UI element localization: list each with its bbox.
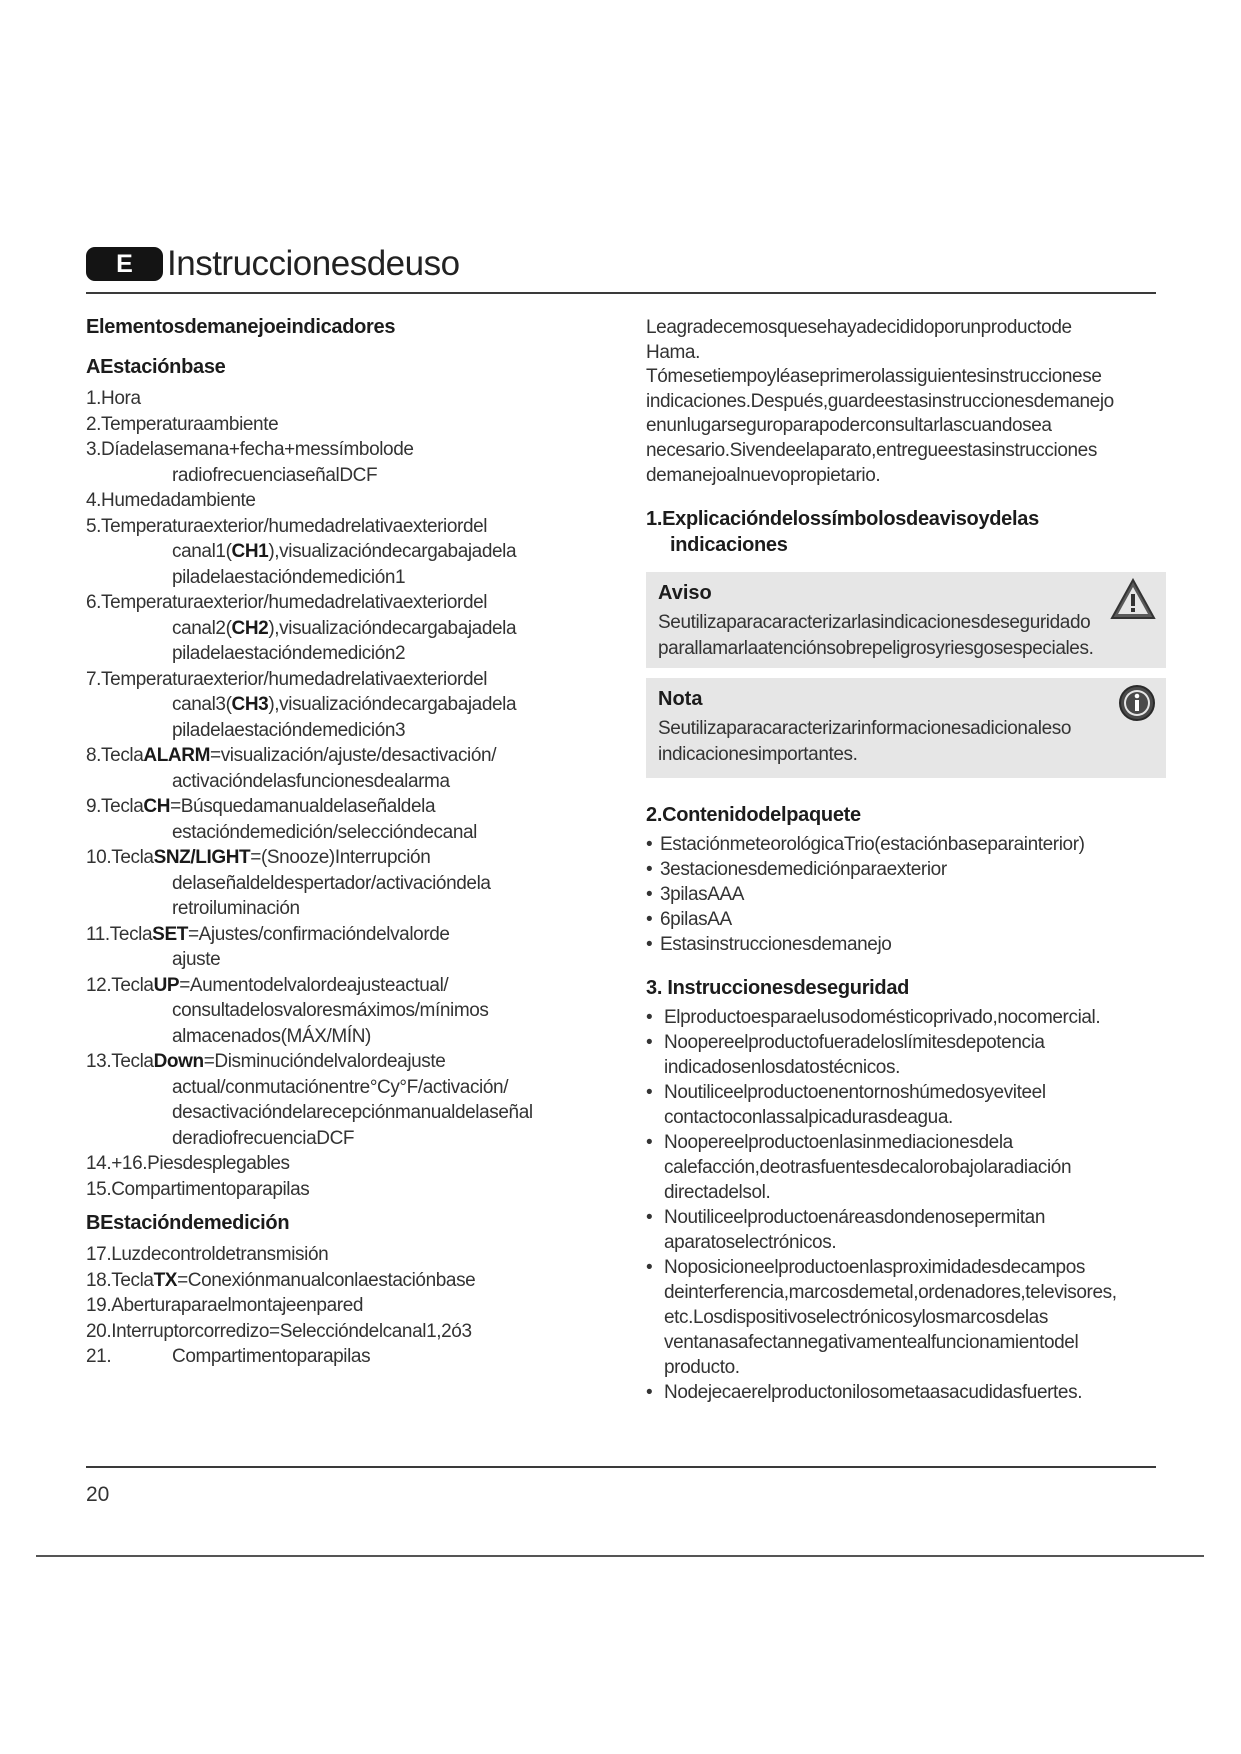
item-first-line bbox=[86, 412, 606, 438]
item-first-line bbox=[86, 437, 606, 463]
item-continuation: piladelaestacióndemedición2 bbox=[172, 643, 406, 664]
item-first-line bbox=[86, 845, 606, 871]
item-continuation: consultadelosvaloresmáximos/mínimos bbox=[172, 1000, 489, 1021]
safety-item-text: Noposicioneelproductoenlasproximidadesdecampos bbox=[664, 1257, 1085, 1279]
package-item-text: 6pilasAA bbox=[660, 909, 732, 931]
bottom-edge-rule bbox=[36, 1555, 1204, 1557]
item-first-line bbox=[86, 667, 606, 693]
list-item bbox=[86, 386, 606, 412]
safety-item-text: Nodejecaerelproductonilosometaasacudidasfuertes. bbox=[664, 1382, 1083, 1404]
nota-text-line: Seutilizaparacaracterizarinformacionesadicionaleso bbox=[658, 718, 1072, 740]
list-item bbox=[86, 1268, 606, 1294]
warning-text bbox=[658, 610, 1154, 662]
safety-item bbox=[646, 1005, 1166, 1030]
item-continuation: ajuste bbox=[172, 949, 221, 970]
item-text: 20.Interruptorcorredizo=Seleccióndelcanal1,2ó3 bbox=[86, 1320, 472, 1342]
left-column bbox=[86, 314, 606, 1370]
list-item bbox=[86, 1049, 606, 1151]
item-first-line bbox=[86, 1319, 606, 1345]
item-first-line bbox=[86, 1344, 606, 1370]
safety-item-text: directadelsol. bbox=[664, 1182, 771, 1204]
controls-heading: Elementosdemanejoeindicadores bbox=[86, 316, 396, 338]
item-first-line bbox=[86, 514, 606, 540]
key-label: SNZ/LIGHT bbox=[153, 847, 251, 868]
item-first-line bbox=[86, 1177, 606, 1203]
safety-item-text: Noopereelproductofueradeloslímitesdepotencia bbox=[664, 1032, 1045, 1054]
safety-item-text: contactoconlassalpicadurasdeagua. bbox=[664, 1107, 953, 1129]
footer-rule bbox=[86, 1466, 1156, 1468]
page-number: 20 bbox=[86, 1483, 110, 1506]
section-2-title: 2.Contenidodelpaquete bbox=[646, 804, 861, 827]
safety-item-text: ventanasafectannegativamentealfuncionamientodel bbox=[664, 1332, 1079, 1354]
list-item bbox=[86, 514, 606, 591]
item-text: 19.Aberturaparaelmontajeenpared bbox=[86, 1295, 364, 1316]
list-item bbox=[86, 667, 606, 744]
item-text-post: =visualización/ajuste/desactivación/ bbox=[210, 745, 497, 766]
list-item bbox=[86, 845, 606, 922]
key-label: ALARM bbox=[143, 745, 211, 766]
safety-item-text: Noopereelproductoenlasinmediacionesdela bbox=[664, 1132, 1013, 1154]
item-tab-text: Compartimentoparapilas bbox=[172, 1346, 371, 1367]
safety-item bbox=[646, 1205, 1166, 1255]
item-continuation: piladelaestacióndemedición3 bbox=[172, 719, 406, 741]
list-item bbox=[86, 1242, 606, 1268]
safety-item-text: aparatoselectrónicos. bbox=[664, 1232, 837, 1254]
item-continuation: radiofrecuenciaseñalDCF bbox=[172, 464, 378, 486]
item-text: 7.Temperaturaexterior/humedadrelativaexteriordel bbox=[86, 668, 488, 690]
language-badge: E bbox=[86, 247, 163, 281]
list-item bbox=[86, 922, 606, 973]
safety-item bbox=[646, 1380, 1166, 1405]
key-label: Down bbox=[153, 1051, 204, 1072]
item-text-post: =(Snooze)Interrupción bbox=[250, 847, 431, 868]
item-text-post: =Búsquedamanualdelaseñaldela bbox=[170, 796, 436, 817]
item-continuation bbox=[86, 692, 606, 718]
intro-line: indicaciones.Después,guardeestasinstruccionesdemanejo bbox=[646, 390, 1114, 412]
package-item bbox=[646, 857, 1166, 882]
package-item bbox=[646, 832, 1166, 857]
item-text: ),visualizacióndecargabajadela bbox=[268, 694, 517, 715]
nota-text-line: indicacionesimportantes. bbox=[658, 744, 858, 766]
list-item bbox=[86, 1151, 606, 1177]
aviso-text-line: Seutilizaparacaracterizarlasindicacionesdeseguridado bbox=[658, 612, 1091, 634]
section-a-title: AEstaciónbase bbox=[86, 356, 226, 378]
item-text: canal2( bbox=[172, 617, 232, 639]
item-first-line bbox=[86, 794, 606, 820]
safety-item-text: producto. bbox=[664, 1357, 740, 1379]
item-first-line bbox=[86, 1151, 606, 1177]
item-text-post: =Conexiónmanualconlaestaciónbase bbox=[177, 1269, 476, 1291]
section-a-list bbox=[86, 386, 606, 1202]
safety-item bbox=[646, 1080, 1166, 1130]
channel-label: CH3 bbox=[231, 694, 269, 715]
list-item bbox=[86, 590, 606, 667]
item-continuation: estacióndemedición/seleccióndecanal bbox=[172, 821, 477, 843]
item-text: 5.Temperaturaexterior/humedadrelativaexteriordel bbox=[86, 515, 488, 537]
package-item-text: Estasinstruccionesdemanejo bbox=[660, 934, 892, 956]
warning-triangle-icon bbox=[1110, 578, 1156, 620]
item-first-line bbox=[86, 1049, 606, 1075]
item-text: 1.Hora bbox=[86, 388, 141, 409]
section-3-title: 3. Instruccionesdeseguridad bbox=[646, 977, 910, 1000]
list-item bbox=[86, 412, 606, 438]
item-continuation: retroiluminación bbox=[172, 898, 300, 919]
intro-line: Hama. bbox=[646, 341, 700, 363]
section-b-list bbox=[86, 1242, 606, 1370]
aviso-text-line: parallamarlaatenciónsobrepeligrosyriesgosespeciales. bbox=[658, 638, 1094, 660]
safety-item bbox=[646, 1130, 1166, 1205]
intro-line: demanejoalnuevopropietario. bbox=[646, 464, 881, 486]
item-first-line bbox=[86, 973, 606, 999]
list-item bbox=[86, 1344, 606, 1370]
safety-item-text: Noutiliceelproductoenáreasdondenosepermitan bbox=[664, 1207, 1046, 1229]
intro-line: enunlugarseguroparapoderconsultarlascuandosea bbox=[646, 415, 1052, 437]
safety-list bbox=[646, 1005, 1166, 1405]
item-text: 9.Tecla bbox=[86, 796, 144, 817]
package-item bbox=[646, 882, 1166, 907]
item-continuation bbox=[86, 616, 606, 642]
header-rule bbox=[86, 292, 1156, 294]
item-text: 13.Tecla bbox=[86, 1051, 154, 1072]
item-text: 3.Díadelasemana+fecha+messímbolode bbox=[86, 439, 414, 460]
item-text: 14.+16.Piesdesplegables bbox=[86, 1153, 290, 1174]
item-continuation: deradiofrecuenciaDCF bbox=[172, 1127, 355, 1149]
item-text: 17.Luzdecontroldetransmisión bbox=[86, 1244, 329, 1265]
note-box bbox=[646, 678, 1166, 778]
item-text: 4.Humedadambiente bbox=[86, 490, 256, 511]
item-first-line bbox=[86, 922, 606, 948]
item-first-line bbox=[86, 1293, 606, 1319]
item-continuation bbox=[86, 539, 606, 565]
item-text: 10.Tecla bbox=[86, 847, 154, 868]
key-label: SET bbox=[152, 923, 188, 945]
item-text-post: =Disminucióndelvalordeajuste bbox=[203, 1051, 446, 1072]
safety-item-text: indicadosenlosdatostécnicos. bbox=[664, 1057, 900, 1079]
safety-item-text: deinterferencia,marcosdemetal,ordenadores,televisores, bbox=[664, 1282, 1117, 1304]
safety-item bbox=[646, 1255, 1166, 1380]
warning-box bbox=[646, 572, 1166, 668]
package-item-text: EstaciónmeteorológicaTrio(estaciónbaseparainterior) bbox=[660, 834, 1085, 856]
item-text: 2.Temperaturaambiente bbox=[86, 413, 279, 435]
warning-title: Aviso bbox=[658, 582, 712, 605]
channel-label: CH1 bbox=[231, 541, 269, 562]
document-title: Instruccionesdeuso bbox=[167, 244, 460, 283]
key-label: TX bbox=[153, 1269, 178, 1291]
item-continuation: desactivacióndelarecepciónmanualdelaseñal bbox=[172, 1102, 533, 1123]
channel-label: CH2 bbox=[231, 617, 269, 639]
intro-line: Tómesetiempoyléaseprimerolassiguientesinstruccionese bbox=[646, 366, 1102, 388]
item-text: 15.Compartimentoparapilas bbox=[86, 1178, 310, 1200]
item-text: 11.Tecla bbox=[86, 923, 153, 945]
info-icon bbox=[1118, 684, 1156, 722]
note-text bbox=[658, 716, 1154, 768]
package-item bbox=[646, 932, 1166, 957]
item-text: 18.Tecla bbox=[86, 1269, 154, 1291]
item-continuation: almacenados(MÁX/MÍN) bbox=[172, 1025, 371, 1047]
item-text: canal1( bbox=[172, 541, 232, 562]
package-item-text: 3pilasAAA bbox=[660, 884, 745, 906]
right-column bbox=[646, 316, 1166, 1405]
section-b-title: BEstacióndemedición bbox=[86, 1212, 290, 1234]
item-text: ),visualizacióndecargabajadela bbox=[268, 541, 517, 562]
note-title: Nota bbox=[658, 688, 703, 711]
list-item bbox=[86, 1293, 606, 1319]
item-text: 6.Temperaturaexterior/humedadrelativaexteriordel bbox=[86, 592, 488, 613]
key-label: UP bbox=[153, 974, 180, 996]
section-1-title bbox=[646, 506, 1166, 558]
item-continuation: piladelaestacióndemedición1 bbox=[172, 566, 406, 588]
safety-item bbox=[646, 1030, 1166, 1080]
list-item bbox=[86, 488, 606, 514]
item-first-line bbox=[86, 386, 606, 412]
item-first-line bbox=[86, 590, 606, 616]
list-item bbox=[86, 794, 606, 845]
item-continuation: actual/conmutaciónentre°Cy°F/activación/ bbox=[172, 1076, 509, 1098]
item-text-post: =Aumentodelvalordeajusteactual/ bbox=[179, 974, 449, 996]
item-first-line bbox=[86, 1242, 606, 1268]
package-item bbox=[646, 907, 1166, 932]
intro-line: Leagradecemosquesehayadecididoporunproductode bbox=[646, 317, 1072, 338]
package-contents-list bbox=[646, 832, 1166, 957]
package-item-text: 3estacionesdemediciónparaexterior bbox=[660, 859, 947, 881]
item-first-line bbox=[86, 488, 606, 514]
list-item bbox=[86, 437, 606, 488]
item-first-line bbox=[86, 743, 606, 769]
key-label: CH bbox=[143, 796, 171, 817]
safety-item-text: calefacción,deotrasfuentesdecalorobajolaradiación bbox=[664, 1157, 1072, 1179]
list-item bbox=[86, 1319, 606, 1345]
intro-line: necesario.Sivendeelaparato,entregueestasinstrucciones bbox=[646, 439, 1097, 461]
safety-item-text: etc.Losdispositivoselectrónicosylosmarcosdelas bbox=[664, 1307, 1048, 1329]
item-continuation: delaseñaldeldespertador/activacióndela bbox=[172, 872, 491, 894]
item-text-post: =Ajustes/confirmacióndelvalorde bbox=[187, 923, 450, 945]
item-text: 21. bbox=[86, 1346, 112, 1367]
safety-item-text: Elproductoesparaelusodomésticoprivado,nocomercial. bbox=[664, 1007, 1101, 1029]
item-text: canal3( bbox=[172, 694, 232, 715]
section-1-title-line2: indicaciones bbox=[670, 534, 788, 557]
item-text: 8.Tecla bbox=[86, 745, 144, 766]
item-first-line bbox=[86, 1268, 606, 1294]
list-item bbox=[86, 1177, 606, 1203]
section-1-title-line1: 1.Explicacióndelossímbolosdeavisoydelas bbox=[646, 508, 1039, 531]
intro-paragraph bbox=[646, 316, 1166, 488]
item-text: ),visualizacióndecargabajadela bbox=[268, 617, 517, 639]
list-item bbox=[86, 973, 606, 1050]
list-item bbox=[86, 743, 606, 794]
safety-item-text: Noutiliceelproductoenentornoshúmedosyeviteel bbox=[664, 1082, 1046, 1104]
item-text: 12.Tecla bbox=[86, 974, 154, 996]
item-continuation: activacióndelasfuncionesdealarma bbox=[172, 770, 450, 792]
